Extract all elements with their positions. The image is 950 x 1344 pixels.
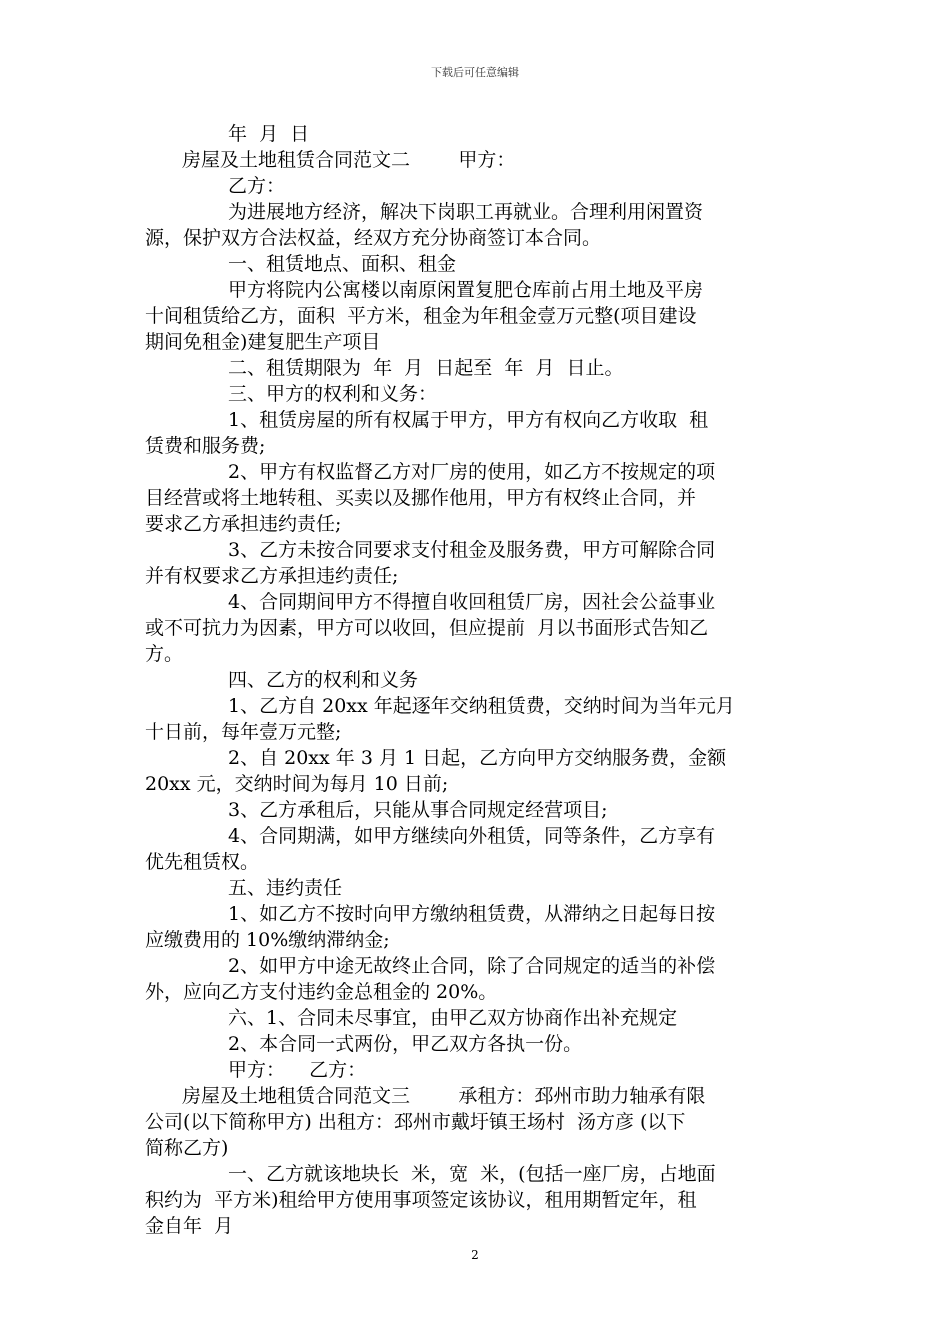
text-line: 方。	[145, 643, 184, 665]
text-line: 三、甲方的权利和义务：	[228, 383, 438, 405]
text-line: 为进展地方经济，解决下岗职工再就业。合理利用闲置资	[228, 201, 704, 223]
text-line: 1、租赁房屋的所有权属于甲方，甲方有权向乙方收取 租	[228, 409, 709, 431]
text-line: 要求乙方承担违约责任;	[145, 513, 342, 535]
text-line: 优先租赁权。	[145, 851, 260, 873]
text-line: 一、租赁地点、面积、租金	[228, 253, 457, 275]
text-line: 十日前，每年壹万元整;	[145, 721, 342, 743]
text-line: 20xx 元，交纳时间为每月 10 日前;	[145, 773, 449, 795]
text-line: 金自年 月	[145, 1215, 234, 1237]
text-line: 积约为 平方米)租给甲方使用事项签定该协议，租用期暂定年，租	[145, 1189, 697, 1211]
text-line: 应缴费用的 10%缴纳滞纳金;	[145, 929, 390, 951]
text-line: 甲方： 乙方：	[228, 1059, 367, 1081]
text-line: 1、如乙方不按时向甲方缴纳租赁费，从滞纳之日起每日按	[228, 903, 716, 925]
text-line: 或不可抗力为因素，甲方可以收回，但应提前 月以书面形式告知乙	[145, 617, 709, 639]
text-line: 五、违约责任	[228, 877, 343, 899]
text-line: 年 月 日	[228, 123, 310, 145]
page-number: 2	[471, 1248, 479, 1262]
document-body	[145, 121, 805, 1239]
text-line: 3、乙方承租后，只能从事合同规定经营项目;	[228, 799, 608, 821]
text-line: 公司(以下简称甲方) 出租方：邳州市戴圩镇王场村 汤方彦 (以下	[145, 1111, 686, 1133]
text-line: 3、乙方未按合同要求支付租金及服务费，甲方可解除合同	[228, 539, 716, 561]
text-line: 2、本合同一式两份，甲乙双方各执一份。	[228, 1033, 583, 1055]
text-line: 六、1、合同未尽事宜，由甲乙双方协商作出补充规定	[228, 1007, 678, 1029]
text-line: 二、租赁期限为 年 月 日起至 年 月 日止。	[228, 357, 624, 379]
text-line: 十间租赁给乙方，面积 平方米，租金为年租金壹万元整(项目建设	[145, 305, 697, 327]
text-line: 2、自 20xx 年 3 月 1 日起，乙方向甲方交纳服务费，金额	[228, 747, 727, 769]
text-line: 一、乙方就该地块长 米，宽 米，(包括一座厂房，占地面	[228, 1163, 716, 1185]
text-line: 4、合同期间甲方不得擅自收回租赁厂房，因社会公益事业	[228, 591, 716, 613]
text-line: 目经营或将土地转租、买卖以及挪作他用，甲方有权终止合同，并	[145, 487, 697, 509]
text-line: 2、如甲方中途无故终止合同，除了合同规定的适当的补偿	[228, 955, 716, 977]
text-line: 甲方将院内公寓楼以南原闲置复肥仓库前占用土地及平房	[228, 279, 704, 301]
text-line: 并有权要求乙方承担违约责任;	[145, 565, 399, 587]
text-line: 简称乙方)	[145, 1137, 229, 1159]
text-line: 房屋及土地租赁合同范文二 甲方：	[182, 149, 516, 171]
text-line: 期间免租金)建复肥生产项目	[145, 331, 381, 353]
text-line: 2、甲方有权监督乙方对厂房的使用，如乙方不按规定的项	[228, 461, 716, 483]
text-line: 四、乙方的权利和义务	[228, 669, 419, 691]
text-line: 外，应向乙方支付违约金总租金的 20%。	[145, 981, 498, 1003]
text-line: 4、合同期满，如甲方继续向外租赁，同等条件，乙方享有	[228, 825, 716, 847]
text-line: 赁费和服务费;	[145, 435, 266, 457]
page-header: 下载后可任意编辑	[431, 66, 519, 79]
text-line: 1、乙方自 20xx 年起逐年交纳租赁费，交纳时间为当年元月	[228, 695, 735, 717]
text-line: 源，保护双方合法权益，经双方充分协商签订本合同。	[145, 227, 602, 249]
text-line: 房屋及土地租赁合同范文三 承租方：邳州市助力轴承有限	[182, 1085, 706, 1107]
text-line: 乙方：	[228, 175, 286, 197]
